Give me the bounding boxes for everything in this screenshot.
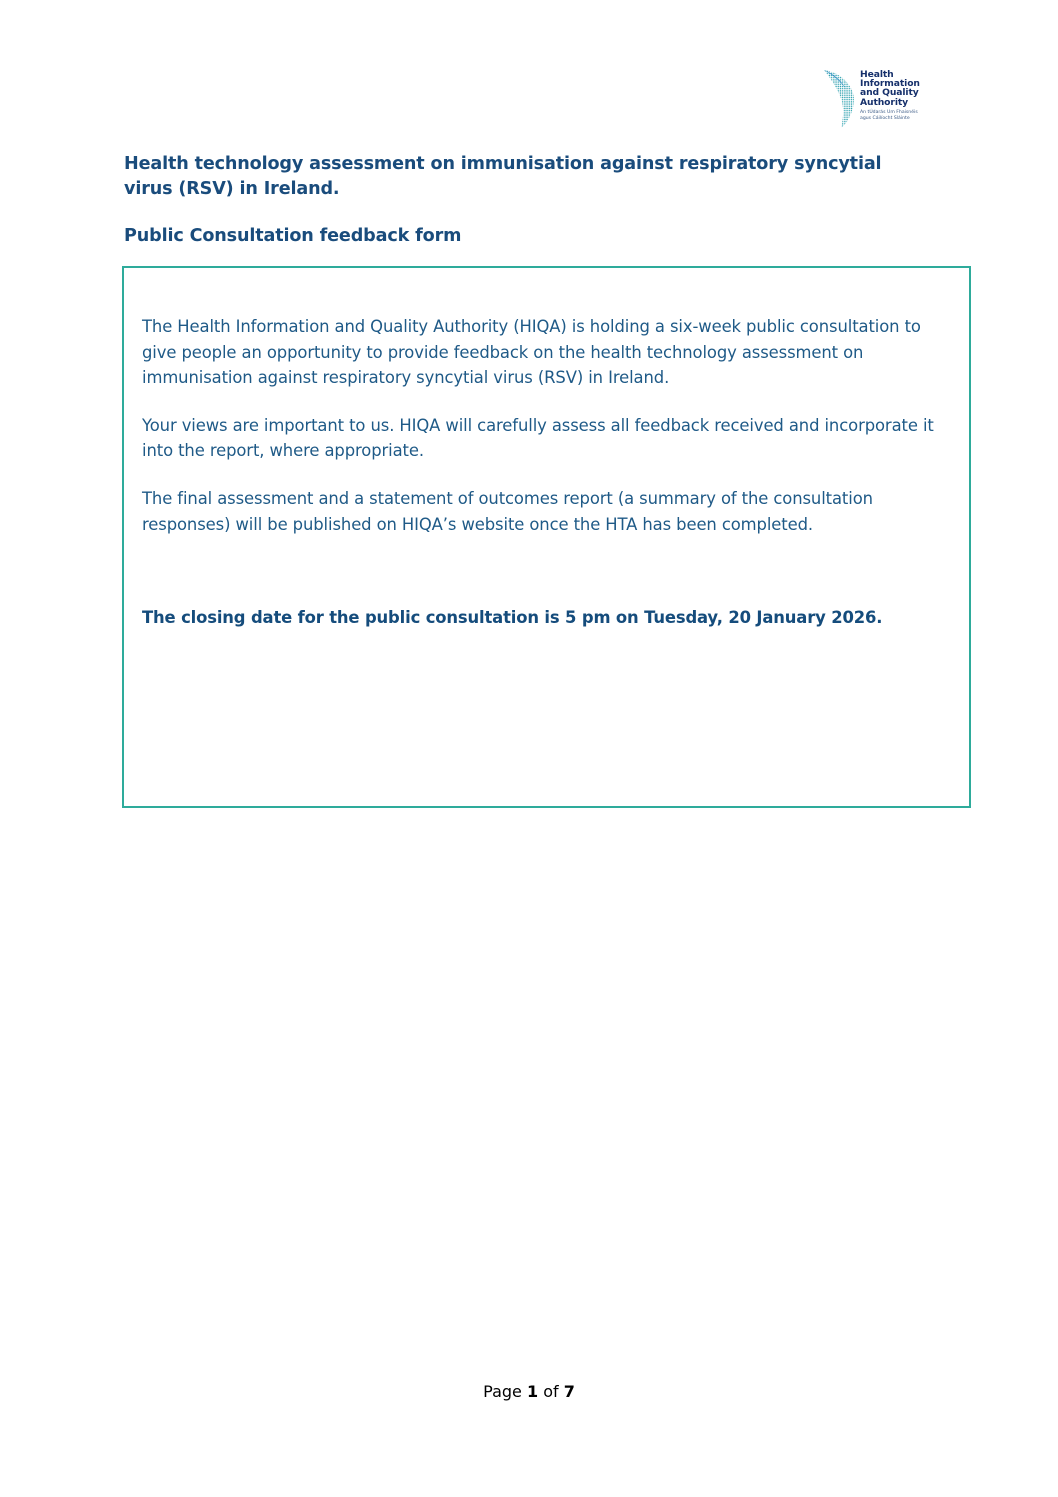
page-footer <box>0 1382 1058 1401</box>
consultation-notice-content <box>124 268 969 631</box>
hiqa-logo-text <box>860 66 920 122</box>
page-title: Health technology assessment on immunisation against respiratory syncytial virus (RSV) in Ireland. <box>124 154 882 199</box>
notice-paragraph-1: The Health Information and Quality Authority (HIQA) is holding a six-week public consultation to give people an opportunity to provide feedback on the health technology assessment on immunisation against respiratory syncytial virus (RSV) in Ireland. <box>142 317 921 388</box>
footer-page-word: Page <box>483 1382 522 1401</box>
closing-date-statement: The closing date for the public consultation is 5 pm on Tuesday, 20 January 2026. <box>142 608 883 628</box>
logo-line-health: Health <box>860 69 894 80</box>
notice-paragraph-2: Your views are important to us. HIQA will carefully assess all feedback received and incorporate it into the report, where appropriate. <box>142 415 934 461</box>
notice-paragraph-3: The final assessment and a statement of outcomes report (a summary of the consultation responses) will be published on HIQA’s website once the HTA has been completed. <box>142 488 873 534</box>
logo-line-authority: Authority <box>860 96 909 108</box>
logo-irish-line-2: agus Cáilíocht Sláinte <box>860 116 910 121</box>
hiqa-swoosh-icon <box>822 68 856 130</box>
footer-current-page: 1 <box>526 1382 539 1401</box>
hiqa-logo <box>822 66 942 146</box>
consultation-notice-box <box>122 266 971 808</box>
notice-paragraph-spacer <box>142 559 949 605</box>
footer-of-word: of <box>543 1382 559 1401</box>
footer-total-pages: 7 <box>563 1382 575 1401</box>
logo-line-and-quality: and Quality <box>860 87 919 99</box>
page-subtitle: Public Consultation feedback form <box>124 226 462 246</box>
logo-line-information: Information <box>860 78 920 90</box>
logo-irish-line-1: An tÚdarás Um Fhaisnéis <box>860 109 918 115</box>
